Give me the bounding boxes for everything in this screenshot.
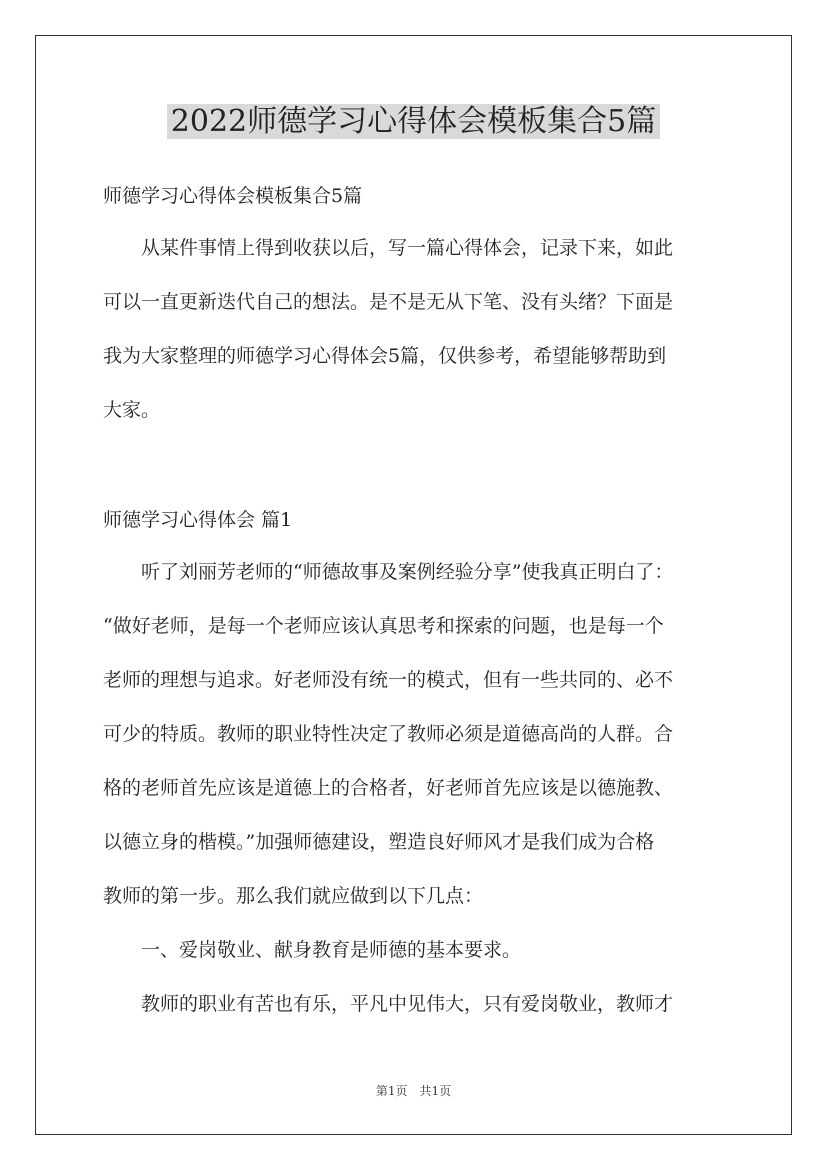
body-line-9: 教师的职业有苦也有乐，平凡中见伟大，只有爱岗敬业，教师才 [141,993,674,1015]
intro-line-1: 从某件事情上得到收获以后，写一篇心得体会，记录下来，如此 [141,237,674,259]
intro-line-2: 可以一直更新迭代自己的想法。是不是无从下笔、没有头绪？下面是 [103,291,674,313]
body-line-7: 教师的第一步。那么我们就应做到以下几点： [103,885,484,907]
body-line-1: 听了刘丽芳老师的“师德故事及案例经验分享”使我真正明白了： [141,561,674,583]
body-line-2: “做好老师，是每一个老师应该认真思考和探索的问题，也是每一个 [103,615,664,637]
point-heading-1: 一、爱岗敬业、献身教育是师德的基本要求。 [141,939,522,961]
page-footer: 第1页 共1页 [375,1084,452,1098]
body-line-3: 老师的理想与追求。好老师没有统一的模式，但有一些共同的、必不 [103,669,674,691]
section-heading: 师德学习心得体会 篇1 [103,509,293,531]
intro-line-3: 我为大家整理的师德学习心得体会5篇，仅供参考，希望能够帮助到 [103,345,667,367]
subtitle: 师德学习心得体会模板集合5篇 [103,185,363,207]
body-line-6: 以德立身的楷模。”加强师德建设，塑造良好师风才是我们成为合格 [103,831,655,853]
intro-line-4: 大家。 [103,399,161,421]
body-line-5: 格的老师首先应该是道德上的合格者，好老师首先应该是以德施教、 [103,777,674,799]
body-line-4: 可少的特质。教师的职业特性决定了教师必须是道德高尚的人群。合 [103,723,674,745]
document-title: 2022师德学习心得体会模板集合5篇 [0,103,827,141]
